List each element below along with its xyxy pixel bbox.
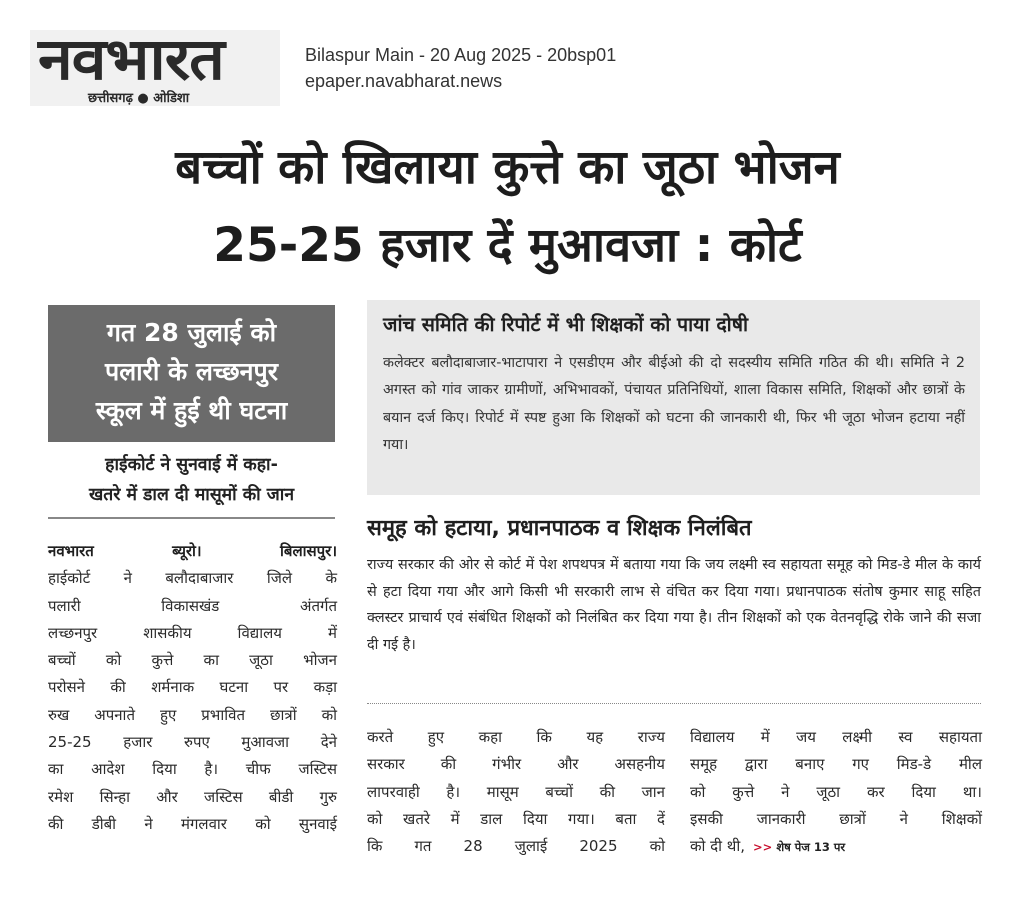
article-line: 25-25 हजार रुपए मुआवजा देने (48, 733, 337, 752)
edition-line: Bilaspur Main - 20 Aug 2025 - 20bsp01 (305, 45, 617, 65)
left-subheadline: हाईकोर्ट ने सुनवाई में कहा- खतरे में डाल दी मासूमों की जान (88, 455, 295, 505)
masthead-logo (30, 25, 280, 106)
article-line: लच्छनपुर शासकीय विद्यालय में (48, 623, 337, 642)
highlight-box (48, 305, 335, 442)
article-last-line (690, 833, 982, 861)
headline-line-1: बच्चों को खिलाया कुत्ते का जूठा भोजन (175, 140, 840, 195)
middle-article-column (367, 724, 665, 860)
article-line: का आदेश दिया है। चीफ जस्टिस (48, 760, 337, 779)
dotted-divider (367, 703, 981, 704)
article-line: हाईकोर्ट ने बलौदाबाजार जिले के (48, 569, 337, 588)
right-article-column (690, 724, 982, 861)
continued-link[interactable] (753, 840, 845, 854)
article-line: को खतरे में डाल दिया गया। बता दें (367, 809, 665, 828)
inquiry-title: जांच समिति की रिपोर्ट में भी शिक्षकों को पाया दोषी (383, 313, 749, 336)
continued-text: शेष पेज 13 पर (776, 840, 846, 855)
double-chevron-icon: >> (753, 840, 773, 855)
dateline: नवभारत ब्यूरो। बिलासपुर। (48, 542, 337, 560)
article-line: को कुत्ते ने जूठा कर दिया था। (690, 782, 982, 801)
article-line: समूह द्वारा बनाए गए मिड-डे मील (690, 755, 982, 774)
sub-story-body: राज्य सरकार की ओर से कोर्ट में पेश शपथपत्र में बताया गया कि जय लक्ष्मी स्व सहायता समूह को मिड-डे मील के कार्य से हटा दिया गया और आगे किसी भी सरकारी लाभ से वंचित कर दिया गया। प्रधानपाठक संतोष कुमार साहू सहित क्लस्टर प्राचार्य एवं संबंधित शिक्षकों को निलंबित कर दिया गया है। तीन शिक्षकों को एक वेतनवृद्धि रोके जाने की सजा दी गई है। (367, 557, 981, 653)
epaper-url[interactable]: epaper.navabharat.news (305, 71, 503, 91)
article-line: लापरवाही है। मासूम बच्चों की जान (367, 782, 665, 801)
article-line: परोसने की शर्मनाक घटना पर कड़ा (48, 678, 337, 697)
left-article-column (48, 538, 337, 838)
inquiry-body: कलेक्टर बलौदाबाजार-भाटापारा ने एसडीएम और बीईओ की दो सदस्यीय समिति गठित की थी। समिति ने 2 अगस्त को गांव जाकर ग्रामीणों, अभिभावकों, पंचायत प्रतिनिधियों, शाला विकास समिति, शिक्षकों और छात्रों के बयान दर्ज किए। रिपोर्ट में स्पष्ट हुआ कि शिक्षकों को घटना की जानकारी थी, फिर भी जूठा भोजन हटाया नहीं गया। (383, 355, 965, 454)
article-line: बच्चों को कुत्ते का जूठा भोजन (48, 651, 337, 670)
inquiry-sidebar (367, 300, 980, 495)
article-line: करते हुए कहा कि यह राज्य (367, 728, 665, 746)
article-line: पलारी विकासखंड अंतर्गत (48, 596, 337, 615)
article-line: रमेश सिन्हा और जस्टिस बीडी गुरु (48, 787, 337, 806)
edition-info (305, 42, 616, 94)
article-line: रुख अपनाते हुए प्रभावित छात्रों को (48, 705, 337, 724)
article-line: इसकी जानकारी छात्रों ने शिक्षकों (690, 809, 982, 828)
article-line: सरकार की गंभीर और असहनीय (367, 755, 665, 774)
highlight-box-text: गत 28 जुलाई को पलारी के लच्छनपुर स्कूल में हुई थी घटना (95, 318, 288, 425)
divider (48, 517, 335, 519)
article-line: की डीबी ने मंगलवार को सुनवाई (48, 814, 337, 833)
article-line: कि गत 28 जुलाई 2025 को (367, 837, 665, 856)
logo-regions: छत्तीसगढ़ ● ओडिशा (88, 91, 190, 106)
sub-story-title: समूह को हटाया, प्रधानपाठक व शिक्षक निलंबित (367, 516, 752, 541)
article-line: को दी थी, (690, 837, 746, 856)
newspaper-logo: नवभारत (38, 25, 224, 93)
article-line: विद्यालय में जय लक्ष्मी स्व सहायता (690, 728, 982, 746)
headline-line-2: 25-25 हजार दें मुआवजा : कोर्ट (213, 218, 802, 273)
